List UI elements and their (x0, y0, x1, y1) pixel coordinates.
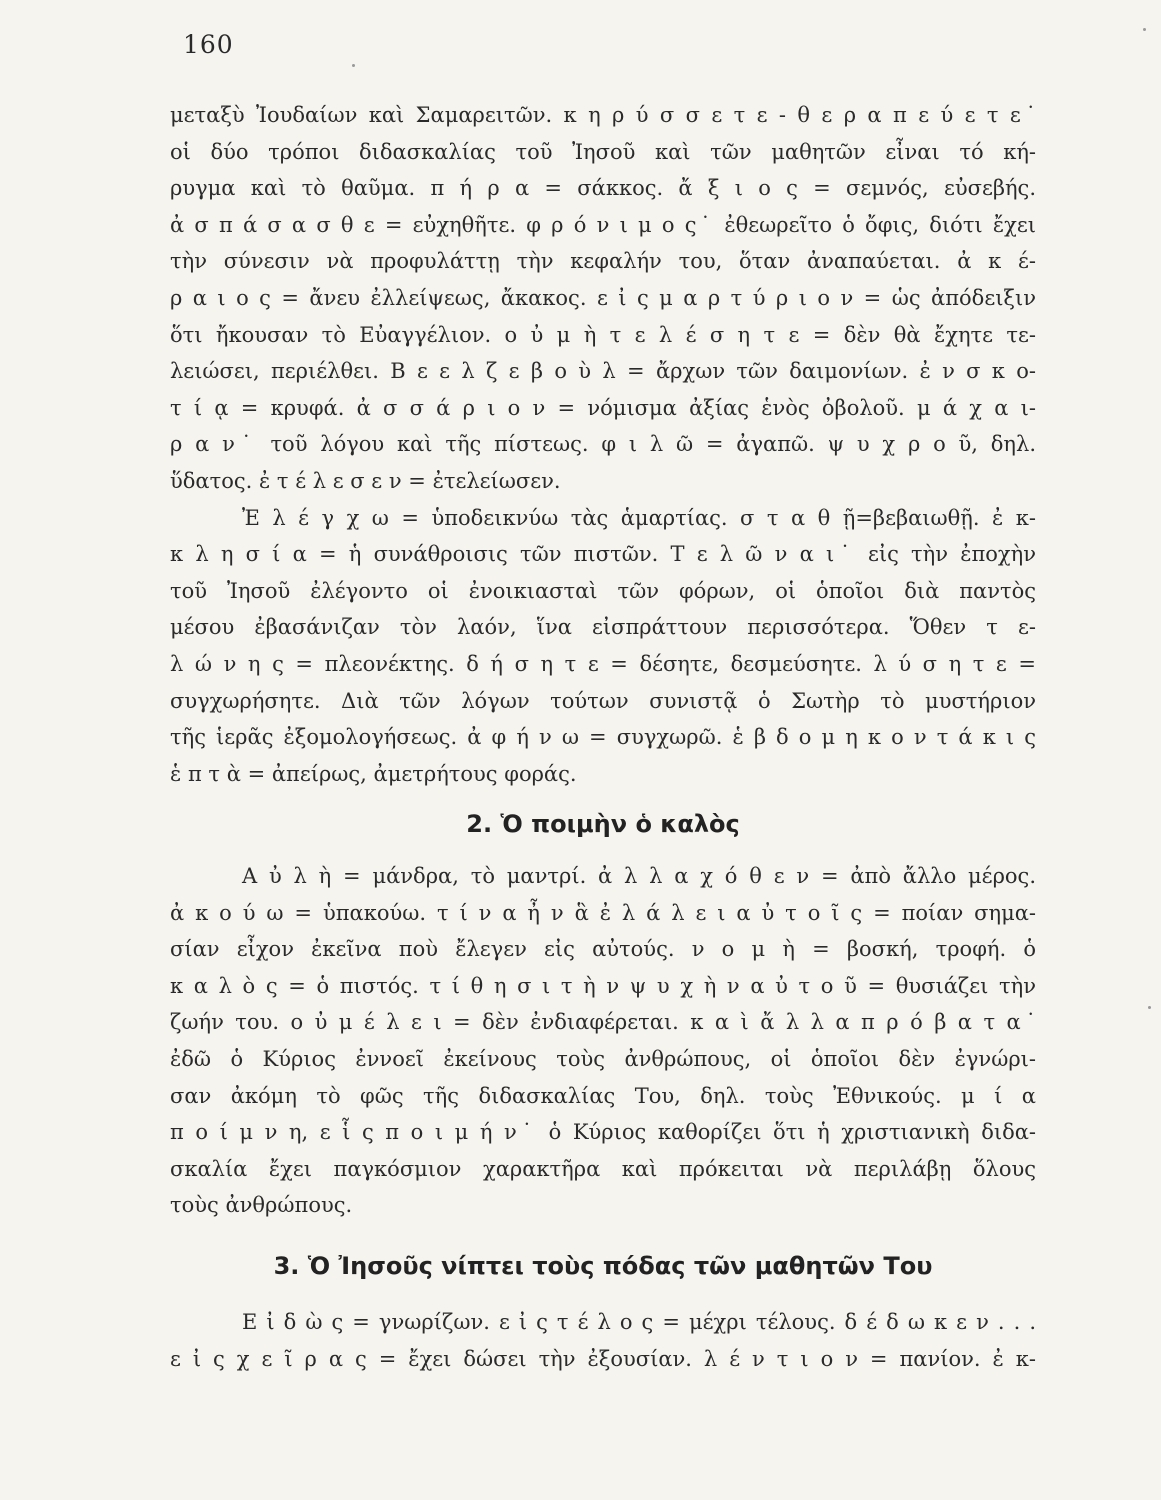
page-number: 160 (183, 30, 234, 59)
text-line: τὴν σύνεσιν νὰ προφυλάττῃ τὴν κεφαλήν του, ὅταν ἀναπαύεται. ἀ κ έ- (170, 249, 1036, 274)
text-line: σαν ἀκόμη τὸ φῶς τῆς διδασκαλίας Του, δηλ. τοὺς Ἐθνικούς. μ ί α (170, 1083, 1036, 1108)
text-line: ρ α ι ο ς = ἄνευ ἐλλείψεως, ἄκακος. ε ἰ ς μ α ρ τ ύ ρ ι ο ν = ὡς ἀπόδειξιν (170, 285, 1036, 310)
glossary-section-1 (170, 97, 1036, 792)
text-line: Α ὐ λ ὴ = μάνδρα, τὸ μαντρί. ἀ λ λ α χ ό θ ε ν = ἀπὸ ἄλλο μέρος. (242, 864, 1036, 888)
text-line: μεταξὺ Ἰουδαίων καὶ Σαμαρειτῶν. κ η ρ ύ σ σ ε τ ε - θ ε ρ α π ε ύ ε τ ε˙ (170, 103, 1036, 127)
section-3-heading: 3. Ὁ Ἰησοῦς νίπτει τοὺς πόδας τῶν μαθητῶν Του (273, 1252, 933, 1280)
text-line: τοῦ Ἰησοῦ ἐλέγοντο οἱ ἐνοικιασταὶ τῶν φόρων, οἱ ὁποῖοι διὰ παντὸς (170, 578, 1036, 603)
text-line: ρ α ν˙ τοῦ λόγου καὶ τῆς πίστεως. φ ι λ ῶ = ἀγαπῶ. ψ υ χ ρ ο ῦ, δηλ. (170, 432, 1036, 457)
text-line: μέσου ἐβασάνιζαν τὸν λαόν, ἵνα εἰσπράττουν περισσότερα. Ὅθεν τ ε- (170, 615, 1036, 640)
text-line: οἱ δύο τρόποι διδασκαλίας τοῦ Ἰησοῦ καὶ τῶν μαθητῶν εἶναι τό κή- (170, 139, 1036, 164)
text-line: λειώσει, περιέλθει. Β ε ε λ ζ ε β ο ὺ λ = ἄρχων τῶν δαιμονίων. ἐ ν σ κ ο- (170, 359, 1036, 384)
text-line: ρυγμα καὶ τὸ θαῦμα. π ή ρ α = σάκκος. ἄ ξ ι ο ς = σεμνός, εὐσεβής. (170, 176, 1036, 201)
text-line: ὕδατος. ἐ τ έ λ ε σ ε ν = ἐτελείωσεν. (170, 468, 561, 493)
paper-speck (1148, 1006, 1151, 1009)
text-line: π ο ί μ ν η, ε ἷ ς π ο ι μ ή ν˙ ὁ Κύριος καθορίζει ὅτι ἡ χριστιανικὴ διδα- (170, 1120, 1036, 1145)
text-line: ὅτι ἤκουσαν τὸ Εὐαγγέλιον. ο ὐ μ ὴ τ ε λ έ σ η τ ε = δὲν θὰ ἔχητε τε- (170, 322, 1036, 347)
glossary-section-3 (170, 1304, 1036, 1377)
text-line: σίαν εἶχον ἐκεῖνα ποὺ ἔλεγεν εἰς αὐτούς. ν ο μ ὴ = βοσκή, τροφή. ὁ (170, 937, 1036, 962)
text-line: κ α λ ὸ ς = ὁ πιστός. τ ί θ η σ ι τ ὴ ν ψ υ χ ὴ ν α ὐ τ ο ῦ = θυσιάζει τὴν (170, 973, 1036, 998)
text-line: τ ί ᾳ = κρυφά. ἀ σ σ ά ρ ι ο ν = νόμισμα ἀξίας ἑνὸς ὀβολοῦ. μ ά χ α ι- (170, 395, 1036, 420)
paper-speck (352, 64, 355, 67)
text-line: ε ἰ ς χ ε ῖ ρ α ς = ἔχει δώσει τὴν ἐξουσίαν. λ έ ν τ ι ο ν = πανίον. ἐ κ- (170, 1346, 1036, 1371)
text-line: ἑ π τ ὰ = ἀπείρως, ἀμετρήτους φοράς. (170, 761, 577, 786)
glossary-section-2 (170, 858, 1036, 1224)
text-line: σκαλία ἔχει παγκόσμιον χαρακτῆρα καὶ πρόκειται νὰ περιλάβῃ ὅλους (170, 1156, 1036, 1181)
text-line: ζωήν του. ο ὐ μ έ λ ε ι = δὲν ἐνδιαφέρεται. κ α ὶ ἄ λ λ α π ρ ό β α τ α˙ (170, 1010, 1036, 1035)
text-line: Ε ἰ δ ὼ ς = γνωρίζων. ε ἰ ς τ έ λ ο ς = μέχρι τέλους. δ έ δ ω κ ε ν . . . (242, 1310, 1036, 1334)
text-line: συγχωρήσητε. Διὰ τῶν λόγων τούτων συνιστᾷ ὁ Σωτὴρ τὸ μυστήριον (170, 688, 1036, 713)
text-line: τοὺς ἀνθρώπους. (170, 1193, 353, 1218)
text-line: τῆς ἱερᾶς ἐξομολογήσεως. ἀ φ ή ν ω = συγχωρῶ. ἑ β δ ο μ η κ ο ν τ ά κ ι ς (170, 725, 1036, 750)
text-line: ἀ σ π ά σ α σ θ ε = εὐχηθῆτε. φ ρ ό ν ι μ ο ς˙ ἐθεωρεῖτο ὁ ὄφις, διότι ἔχει (170, 212, 1036, 237)
section-2-heading: 2. Ὁ ποιμὴν ὁ καλὸς (466, 810, 740, 838)
paper-speck (1143, 28, 1146, 31)
text-line: ἐδῶ ὁ Κύριος ἐννοεῖ ἐκείνους τοὺς ἀνθρώπους, οἱ ὁποῖοι δὲν ἐγνώρι- (170, 1046, 1036, 1071)
text-line: Ἐ λ έ γ χ ω = ὑποδεικνύω τὰς ἁμαρτίας. σ τ α θ ῇ=βεβαιωθῇ. ἐ κ- (242, 505, 1036, 530)
text-line: ἀ κ ο ύ ω = ὑπακούω. τ ί ν α ἦ ν ἃ ἐ λ ά λ ε ι α ὐ τ ο ῖ ς = ποίαν σημα- (170, 900, 1036, 925)
text-line: κ λ η σ ί α = ἡ συνάθροισις τῶν πιστῶν. Τ ε λ ῶ ν α ι˙ εἰς τὴν ἐποχὴν (170, 542, 1036, 567)
text-line: λ ώ ν η ς = πλεονέκτης. δ ή σ η τ ε = δέσητε, δεσμεύσητε. λ ύ σ η τ ε = (170, 651, 1036, 676)
